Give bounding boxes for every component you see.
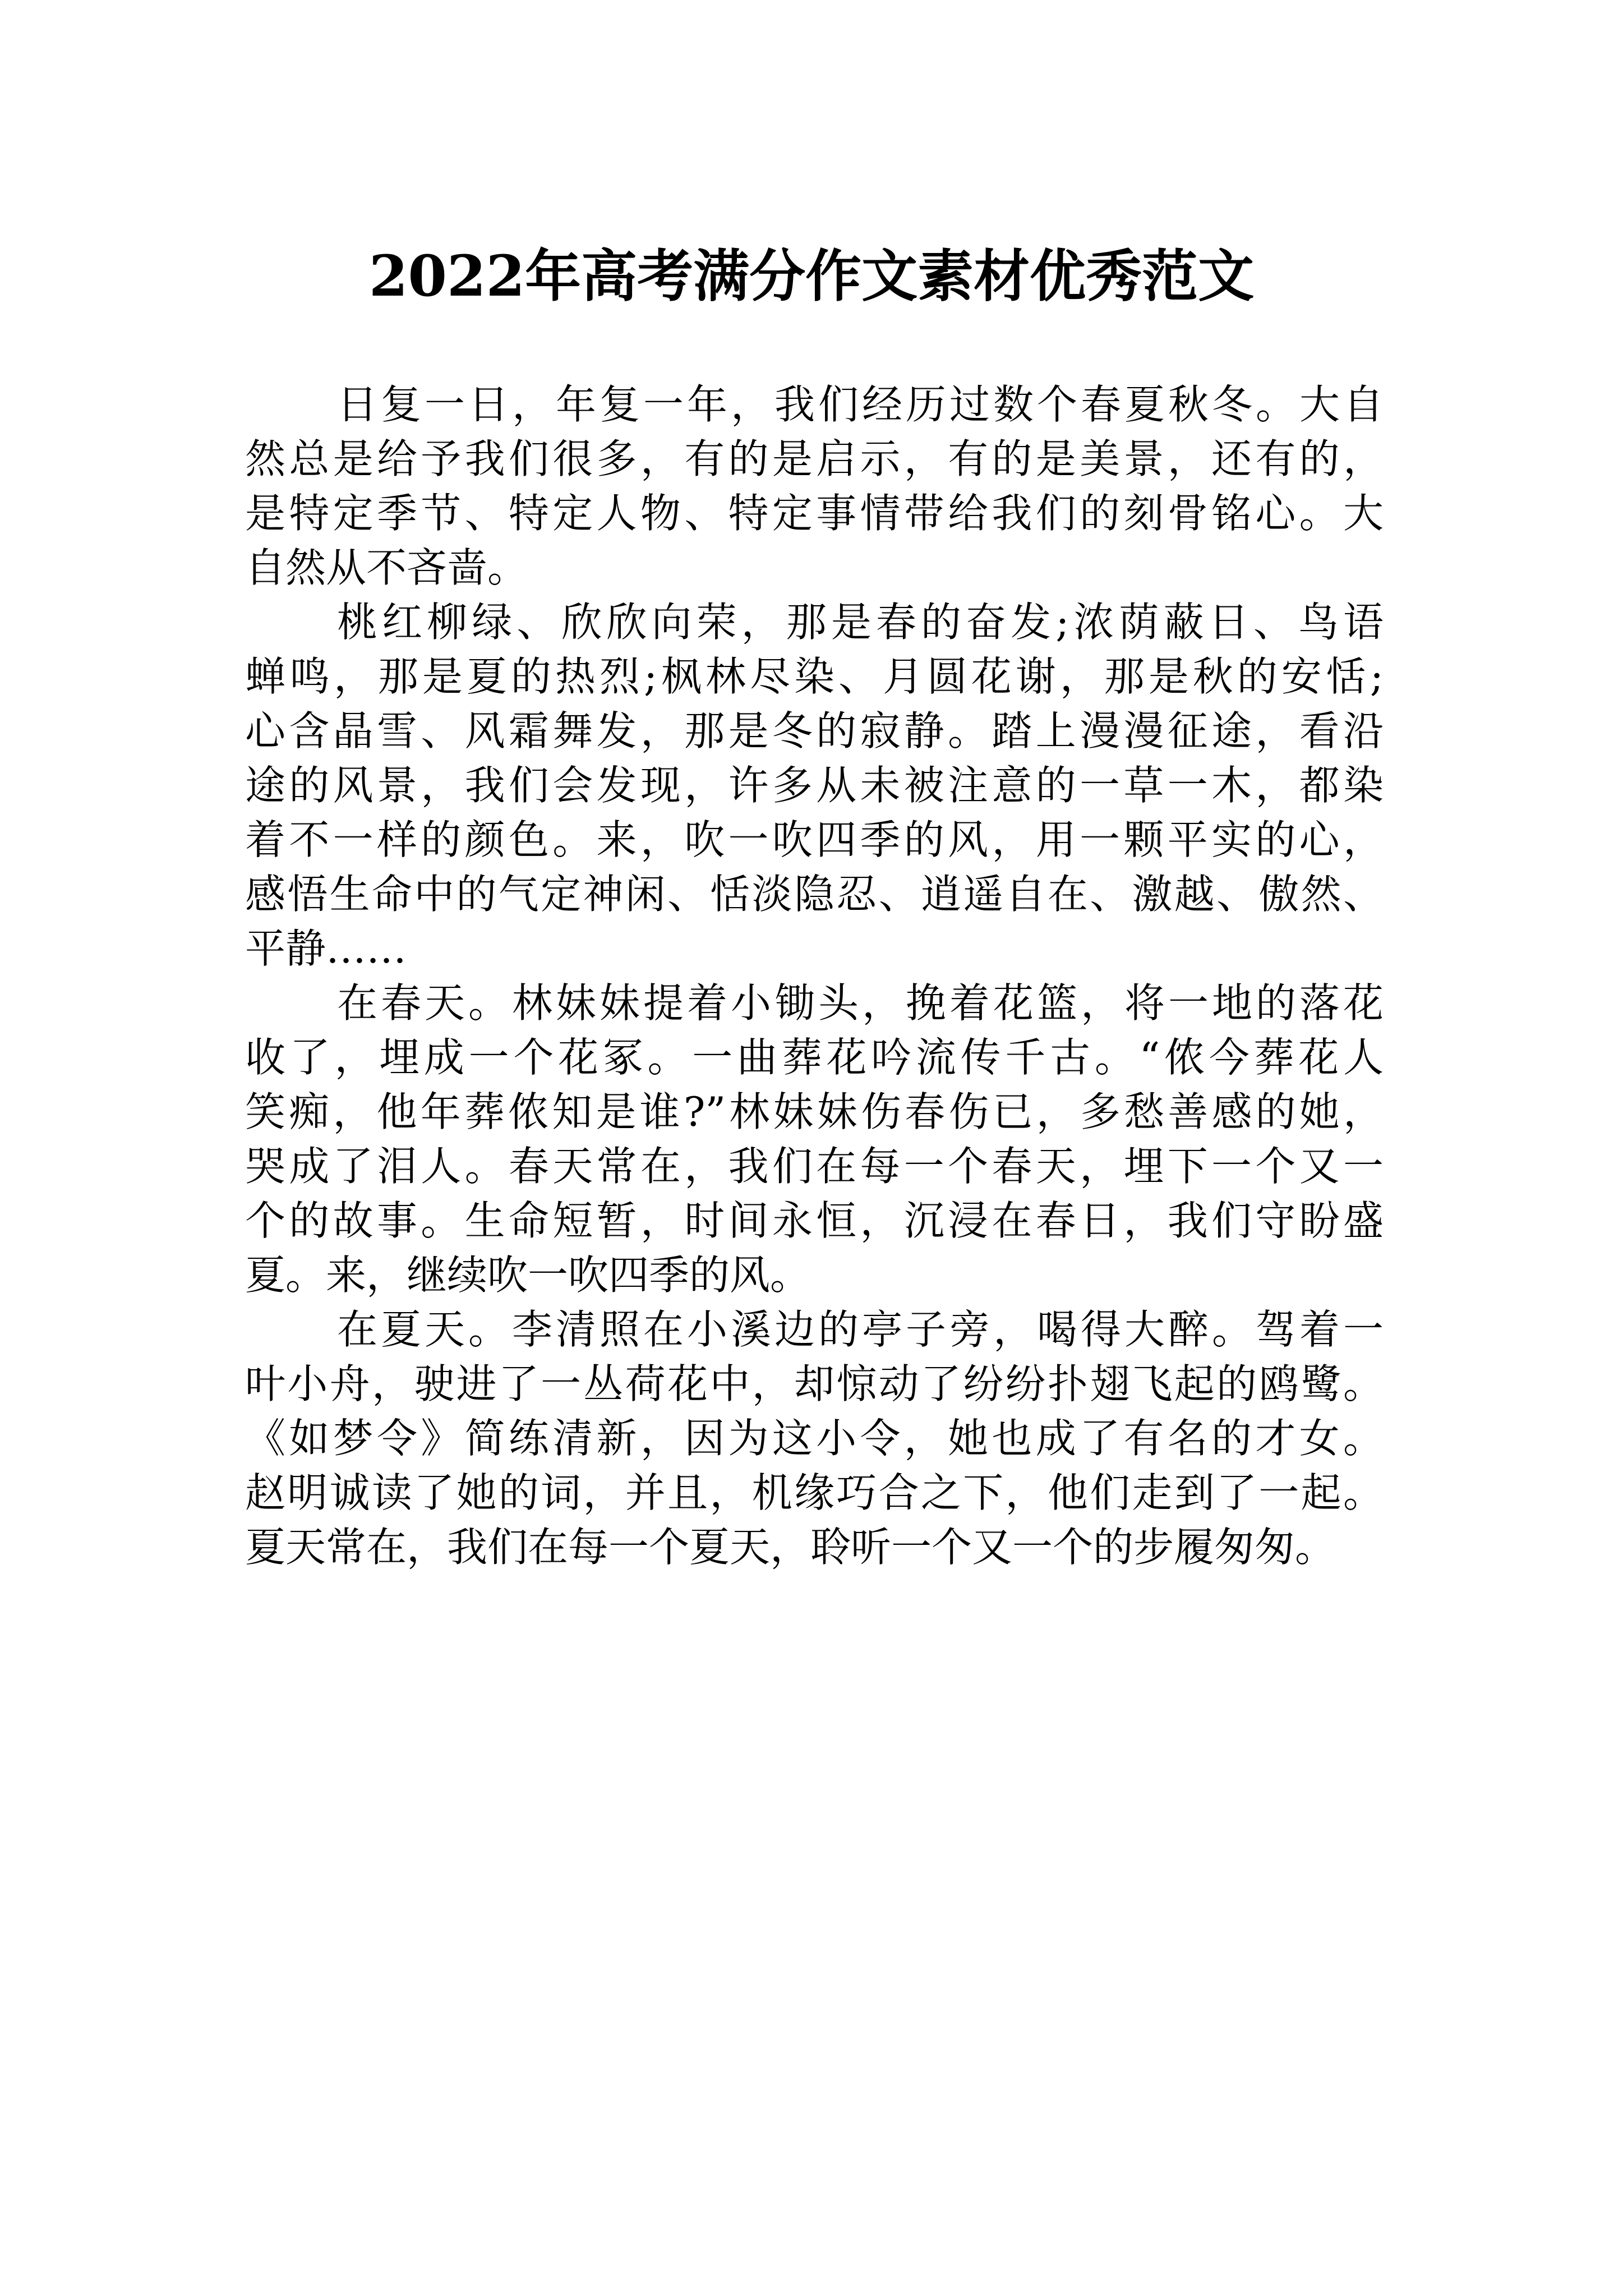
paragraph-3 [245,976,1384,1303]
paragraph-line: 自然从不吝啬。 [245,544,528,591]
paragraph-line: 收了，埋成一个花冢。一曲葬花吟流传千古。“侬今葬花人 [245,1034,1384,1081]
document-body [245,378,1384,1575]
paragraph-line: 日复一日，年复一年，我们经历过数个春夏秋冬。大自 [337,381,1384,428]
paragraph-line: 桃红柳绿、欣欣向荣，那是春的奋发;浓荫蔽日、鸟语 [337,599,1384,646]
paragraph-1 [245,378,1384,595]
paragraph-line: 个的故事。生命短暂，时间永恒，沉浸在春日，我们守盼盛 [245,1197,1384,1244]
paragraph-line: 是特定季节、特定人物、特定事情带给我们的刻骨铭心。大 [245,490,1384,537]
paragraph-line: 夏。来，继续吹一吹四季的风。 [245,1251,811,1299]
paragraph-line: 在夏天。李清照在小溪边的亭子旁，喝得大醉。驾着一 [337,1306,1384,1353]
paragraph-line: 赵明诚读了她的词，并且，机缘巧合之下，他们走到了一起。 [245,1469,1384,1516]
paragraph-2 [245,595,1384,976]
paragraph-line: 蝉鸣，那是夏的热烈;枫林尽染、月圆花谢，那是秋的安恬; [245,653,1384,700]
paragraph-line: 笑痴，他年葬侬知是谁?”林妹妹伤春伤已，多愁善感的她， [245,1088,1384,1135]
paragraph-line: 叶小舟，驶进了一丛荷花中，却惊动了纷纷扑翅飞起的鸥鹭。 [245,1360,1384,1407]
paragraph-line: 夏天常在，我们在每一个夏天，聆听一个又一个的步履匆匆。 [245,1524,1336,1571]
paragraph-line: 心含晶雪、风霜舞发，那是冬的寂静。踏上漫漫征途，看沿 [245,707,1384,754]
paragraph-line: 《如梦令》简练清新，因为这小令，她也成了有名的才女。 [245,1415,1384,1462]
paragraph-4 [245,1303,1384,1575]
paragraph-line: 在春天。林妹妹提着小锄头，挽着花篮，将一地的落花 [337,979,1384,1027]
paragraph-line: 感悟生命中的气定神闲、恬淡隐忍、逍遥自在、激越、傲然、 [245,871,1384,918]
paragraph-line: 哭成了泪人。春天常在，我们在每一个春天，埋下一个又一 [245,1143,1384,1190]
paragraph-line: 着不一样的颜色。来，吹一吹四季的风，用一颗平实的心， [245,816,1384,863]
document-title: 2022年高考满分作文素材优秀范文 [368,243,1255,309]
paragraph-line: 途的风景，我们会发现，许多从未被注意的一草一木，都染 [245,762,1384,809]
paragraph-line: 然总是给予我们很多，有的是启示，有的是美景，还有的， [245,435,1384,482]
paragraph-line: 平静…… [245,925,407,972]
